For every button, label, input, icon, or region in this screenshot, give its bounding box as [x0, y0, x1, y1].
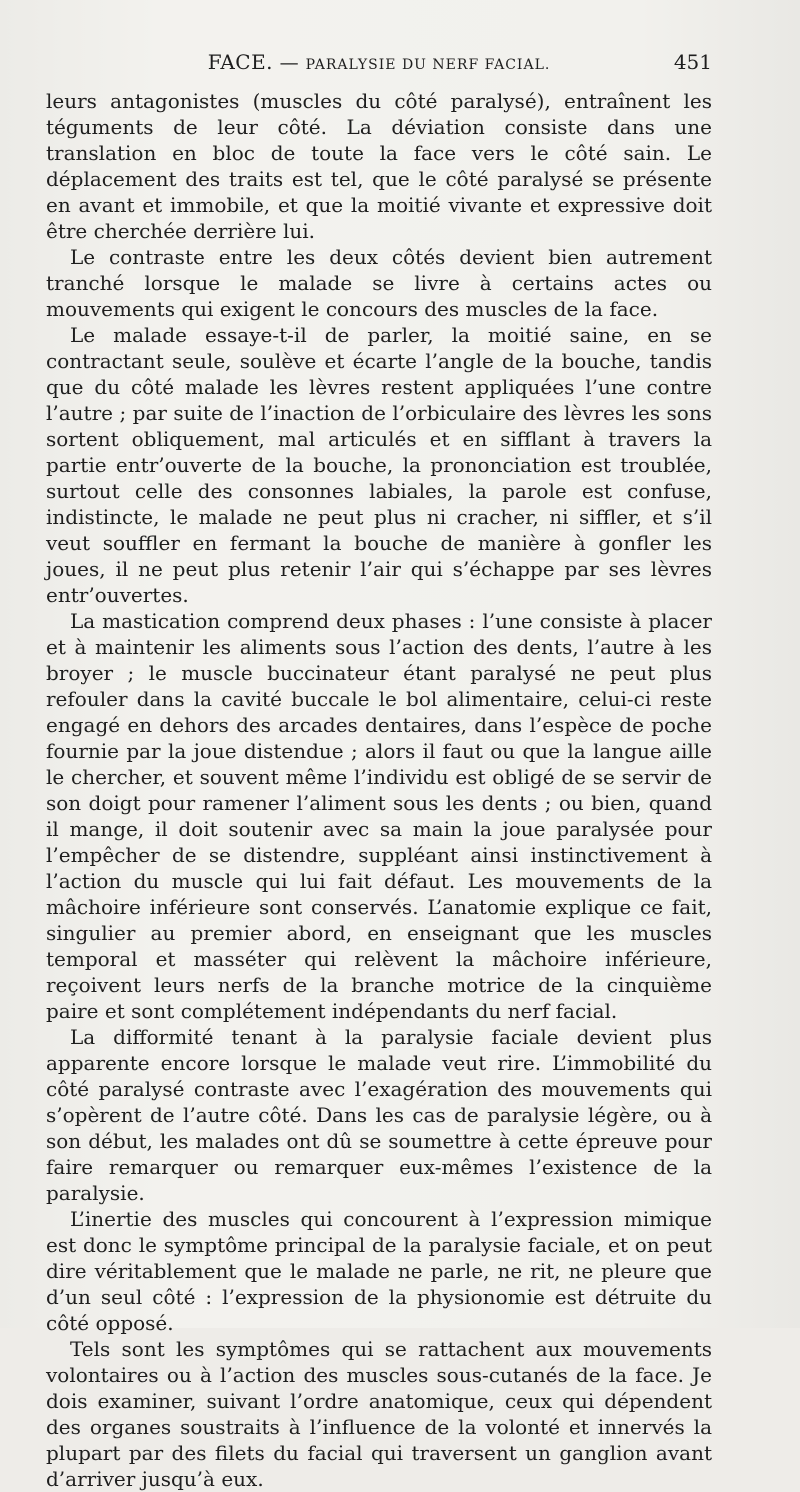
header-subtitle: PARALYSIE DU NERF FACIAL.	[305, 57, 551, 73]
header-title: FACE.	[207, 50, 274, 74]
paragraph-1: leurs antagonistes (muscles du côté paralysé), entraînent les téguments de leur côté. La déviation consiste dans une translation en bloc de toute la face vers le côté sain. Le déplacement des traits est tel, que le côté paralysé se présente en avant et immobile, et que la moitié vivante et expressive doit être cherchée derrière lui.	[46, 89, 712, 243]
paragraph-3: Le malade essaye-t-il de parler, la moitié saine, en se contractant seule, soulève et écarte l’angle de la bouche, tandis que du côté malade les lèvres restent appliquées l’une contre l’autre ; par suite de l’inaction de l’orbiculaire des lèvres les sons sortent obliquement, mal articulés et en sifflant à travers la partie entr’ouverte de la bouche, la prononciation est troublée, surtout celle des consonnes labiales, la parole est confuse, indistincte, le malade ne peut plus ni cracher, ni siffler, et s’il veut souffler en fermant la bouche de manière à gonfler les joues, il ne peut plus retenir l’air qui s’échappe par ses lèvres entr’ouvertes.	[46, 323, 712, 607]
body-text	[46, 88, 712, 1492]
paragraph-7: Tels sont les symptômes qui se rattachent aux mouvements volontaires ou à l’action des muscles sous-cutanés de la face. Je dois examiner, suivant l’ordre anatomique, ceux qui dépendent des organes soustraits à l’influence de la volonté et innervés la plupart par des filets du facial qui traversent un ganglion avant d’arriver jusqu’à eux.	[46, 1337, 712, 1491]
running-title	[46, 50, 712, 74]
paragraph-2: Le contraste entre les deux côtés devient bien autrement tranché lorsque le malade se livre à certains actes ou mouvements qui exigent le concours des muscles de la face.	[46, 245, 712, 321]
page-number: 451	[673, 50, 712, 74]
page-header	[46, 50, 712, 80]
paragraph-5: La difformité tenant à la paralysie faciale devient plus apparente encore lorsque le malade veut rire. L’immobilité du côté paralysé contraste avec l’exagération des mouvements qui s’opèrent de l’autre côté. Dans les cas de paralysie légère, ou à son début, les malades ont dû se soumettre à cette épreuve pour faire remarquer ou remarquer eux-mêmes l’existence de la paralysie.	[46, 1025, 712, 1205]
header-separator: —	[279, 52, 300, 74]
paragraph-6: L’inertie des muscles qui concourent à l’expression mimique est donc le symptôme principal de la paralysie faciale, et on peut dire véritablement que le malade ne parle, ne rit, ne pleure que d’un seul côté : l’expression de la physionomie est détruite du côté opposé.	[46, 1207, 712, 1335]
paragraph-4: La mastication comprend deux phases : l’une consiste à placer et à maintenir les aliments sous l’action des dents, l’autre à les broyer ; le muscle buccinateur étant paralysé ne peut plus refouler dans la cavité buccale le bol alimentaire, celui-ci reste engagé en dehors des arcades dentaires, dans l’espèce de poche fournie par la joue distendue ; alors il faut ou que la langue aille le chercher, et souvent même l’individu est obligé de se servir de son doigt pour ramener l’aliment sous les dents ; ou bien, quand il mange, il doit soutenir avec sa main la joue paralysée pour l’empêcher de se distendre, suppléant ainsi instinctivement à l’action du muscle qui lui fait défaut. Les mouvements de la mâchoire inférieure sont conservés. L’anatomie explique ce fait, singulier au premier abord, en enseignant que les muscles temporal et masséter qui relèvent la mâchoire inférieure, reçoivent leurs nerfs de la branche motrice de la cinquième paire et sont complétement indépendants du nerf facial.	[46, 609, 712, 1023]
